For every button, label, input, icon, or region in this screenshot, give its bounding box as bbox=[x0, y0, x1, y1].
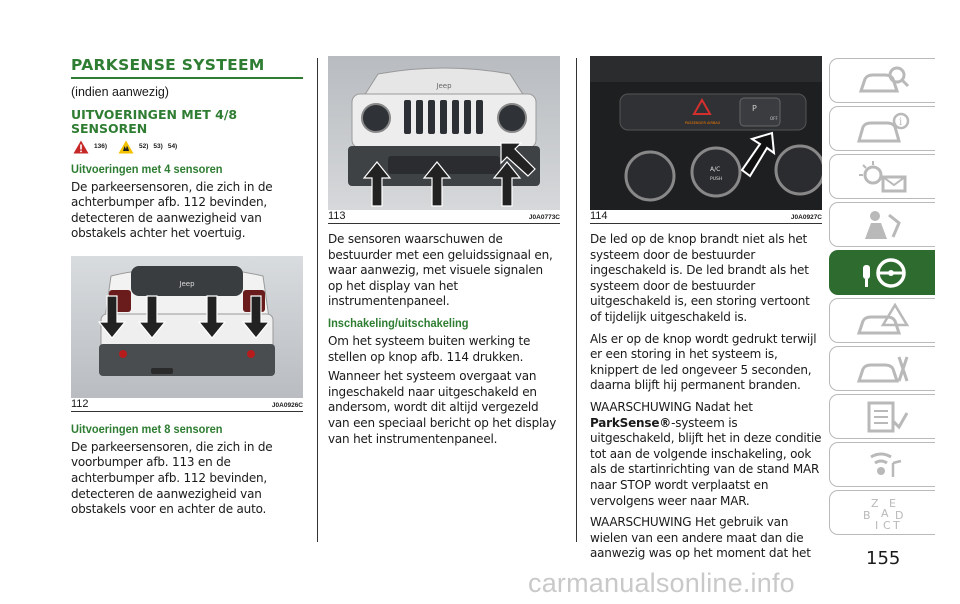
svg-text:Jeep: Jeep bbox=[436, 82, 452, 90]
car-info-icon bbox=[853, 111, 913, 147]
subsection-title: UITVOERINGEN MET 4/8 SENSOREN bbox=[71, 106, 238, 136]
tab-index-letters[interactable] bbox=[829, 490, 935, 535]
figure-112 bbox=[71, 256, 303, 412]
lights-message-icon bbox=[853, 159, 913, 195]
warning-triangle-icon bbox=[73, 140, 89, 154]
figure-code: J0A0927C bbox=[790, 214, 822, 221]
caution-ref-3: 54) bbox=[167, 143, 178, 150]
svg-text:A: A bbox=[880, 506, 889, 520]
tab-car-search[interactable] bbox=[829, 58, 935, 103]
warning-rest: -systeem is uitgeschakeld, blijft het in deze conditie tot aan de volgende inschakeling, ook als de startinrichting van de stand MAR naar STOP wordt verplaatst en vervolgens weer naar MAR. bbox=[590, 415, 822, 508]
figure-113 bbox=[328, 56, 560, 224]
push-label: PUSH bbox=[710, 177, 723, 182]
tab-car-info[interactable] bbox=[829, 106, 935, 151]
tab-steering-key[interactable] bbox=[829, 250, 935, 295]
tab-multimedia[interactable] bbox=[829, 442, 935, 487]
multimedia-icon bbox=[853, 447, 913, 483]
svg-text:Jeep: Jeep bbox=[179, 279, 195, 288]
svg-text:T: T bbox=[892, 518, 900, 531]
column-1 bbox=[71, 56, 303, 518]
tab-lights-message[interactable] bbox=[829, 154, 935, 199]
caution-ref-1: 52) bbox=[139, 143, 149, 150]
tab-car-warning[interactable] bbox=[829, 298, 935, 343]
specs-list-icon bbox=[853, 399, 913, 435]
paragraph-sensors-warn: De sensoren waarschuwen de bestuurder met een geluidssignaal en, waar aanwezig, met visuele signalen op het display van het instrumentenpaneel. bbox=[328, 232, 553, 309]
figure-caption bbox=[328, 210, 560, 224]
heading-switching: Inschakeling/uitschakeling bbox=[328, 315, 469, 330]
paragraph-led-blink: Als er op de knop wordt gedrukt terwijl er een storing in het systeem is, knippert de led ongeveer 5 seconden, daarna blijft hij permanent branden. bbox=[590, 331, 817, 393]
car-search-icon bbox=[853, 63, 913, 99]
svg-text:E: E bbox=[888, 496, 896, 510]
passenger-airbag-label: PASSENGER AIRBAG bbox=[685, 121, 721, 125]
tab-car-tools[interactable] bbox=[829, 346, 935, 391]
parksense-button-image bbox=[590, 56, 822, 210]
section-note: (indien aanwezig) bbox=[71, 84, 169, 99]
svg-text:Z: Z bbox=[870, 496, 879, 510]
svg-text:I: I bbox=[874, 518, 878, 531]
warning-wheels: WAARSCHUWING Het gebruik van wielen van een andere maat dan die aanwezig was op het moment dat het bbox=[590, 515, 811, 561]
page-number: 155 bbox=[866, 548, 901, 569]
caution-ref-2: 53) bbox=[153, 143, 163, 150]
rear-bumper-image bbox=[71, 256, 303, 398]
figure-number: 114 bbox=[590, 210, 608, 222]
figure-code: J0A0926C bbox=[271, 401, 303, 409]
car-tools-icon bbox=[853, 351, 913, 387]
ac-label: A/C bbox=[710, 166, 721, 173]
column-3 bbox=[590, 56, 822, 562]
watermark: carmanualsonline.info bbox=[528, 568, 795, 598]
column-divider-2 bbox=[576, 58, 577, 542]
warning-parksense bbox=[590, 400, 822, 509]
button-off-label: OFF bbox=[770, 116, 778, 121]
tab-person-airbag[interactable] bbox=[829, 202, 935, 247]
paragraph-disable: Om het systeem buiten werking te stellen op knop afb. 114 drukken. bbox=[328, 333, 531, 364]
figure-code: J0A0773C bbox=[528, 214, 560, 221]
svg-text:B: B bbox=[862, 508, 871, 522]
steering-key-icon bbox=[853, 255, 913, 291]
warning-ref: 136) bbox=[94, 143, 108, 150]
column-2 bbox=[328, 56, 560, 447]
paragraph-led-state: De led op de knop brandt niet als het systeem door de bestuurder ingeschakeld is. De led brandt als het systeem door de bestuurder uitgeschakeld is, een storing vertoont of tijdelijk uitgeschakeld is. bbox=[590, 232, 810, 324]
section-title: PARKSENSE SYSTEEM bbox=[71, 56, 265, 74]
chapter-tabs bbox=[829, 58, 935, 538]
figure-number: 113 bbox=[328, 210, 346, 222]
svg-text:C: C bbox=[882, 518, 891, 531]
warning-prefix: WAARSCHUWING Nadat het bbox=[590, 399, 753, 414]
paragraph-4-sensors: De parkeersensoren, die zich in de achterbumper afb. 112 bevinden, detecteren de aanwezigheid van obstakels achter het voertuig. bbox=[71, 179, 273, 241]
svg-text:P: P bbox=[752, 104, 757, 113]
tab-specs-list[interactable] bbox=[829, 394, 935, 439]
warning-references bbox=[73, 140, 303, 154]
person-airbag-icon bbox=[853, 207, 913, 243]
figure-caption bbox=[590, 210, 822, 224]
svg-text:D: D bbox=[894, 508, 903, 522]
front-bumper-image bbox=[328, 56, 560, 210]
title-underline bbox=[71, 77, 303, 79]
paragraph-8-sensors: De parkeersensoren, die zich in de voorbumper afb. 113 en de achterbumper afb. 112 bevinden, detecteren de aanwezigheid van obstakels voor en achter de auto. bbox=[71, 439, 273, 517]
figure-114 bbox=[590, 56, 822, 224]
paragraph-status-message: Wanneer het systeem overgaat van ingeschakeld naar uitgeschakeld en andersom, wordt dit altijd vergezeld van een speciaal bericht op het display van het instrumentenpaneel. bbox=[328, 369, 557, 446]
car-warning-icon bbox=[853, 303, 913, 339]
figure-caption bbox=[71, 398, 303, 412]
column-divider-1 bbox=[317, 58, 318, 542]
svg-text:i: i bbox=[898, 116, 902, 128]
caution-hand-icon bbox=[118, 140, 134, 154]
figure-number: 112 bbox=[71, 397, 89, 410]
parksense-brand: ParkSense® bbox=[590, 415, 672, 430]
heading-8-sensors: Uitvoeringen met 8 sensoren bbox=[71, 421, 223, 436]
index-letters-icon bbox=[853, 495, 913, 531]
heading-4-sensors: Uitvoeringen met 4 sensoren bbox=[71, 161, 223, 176]
